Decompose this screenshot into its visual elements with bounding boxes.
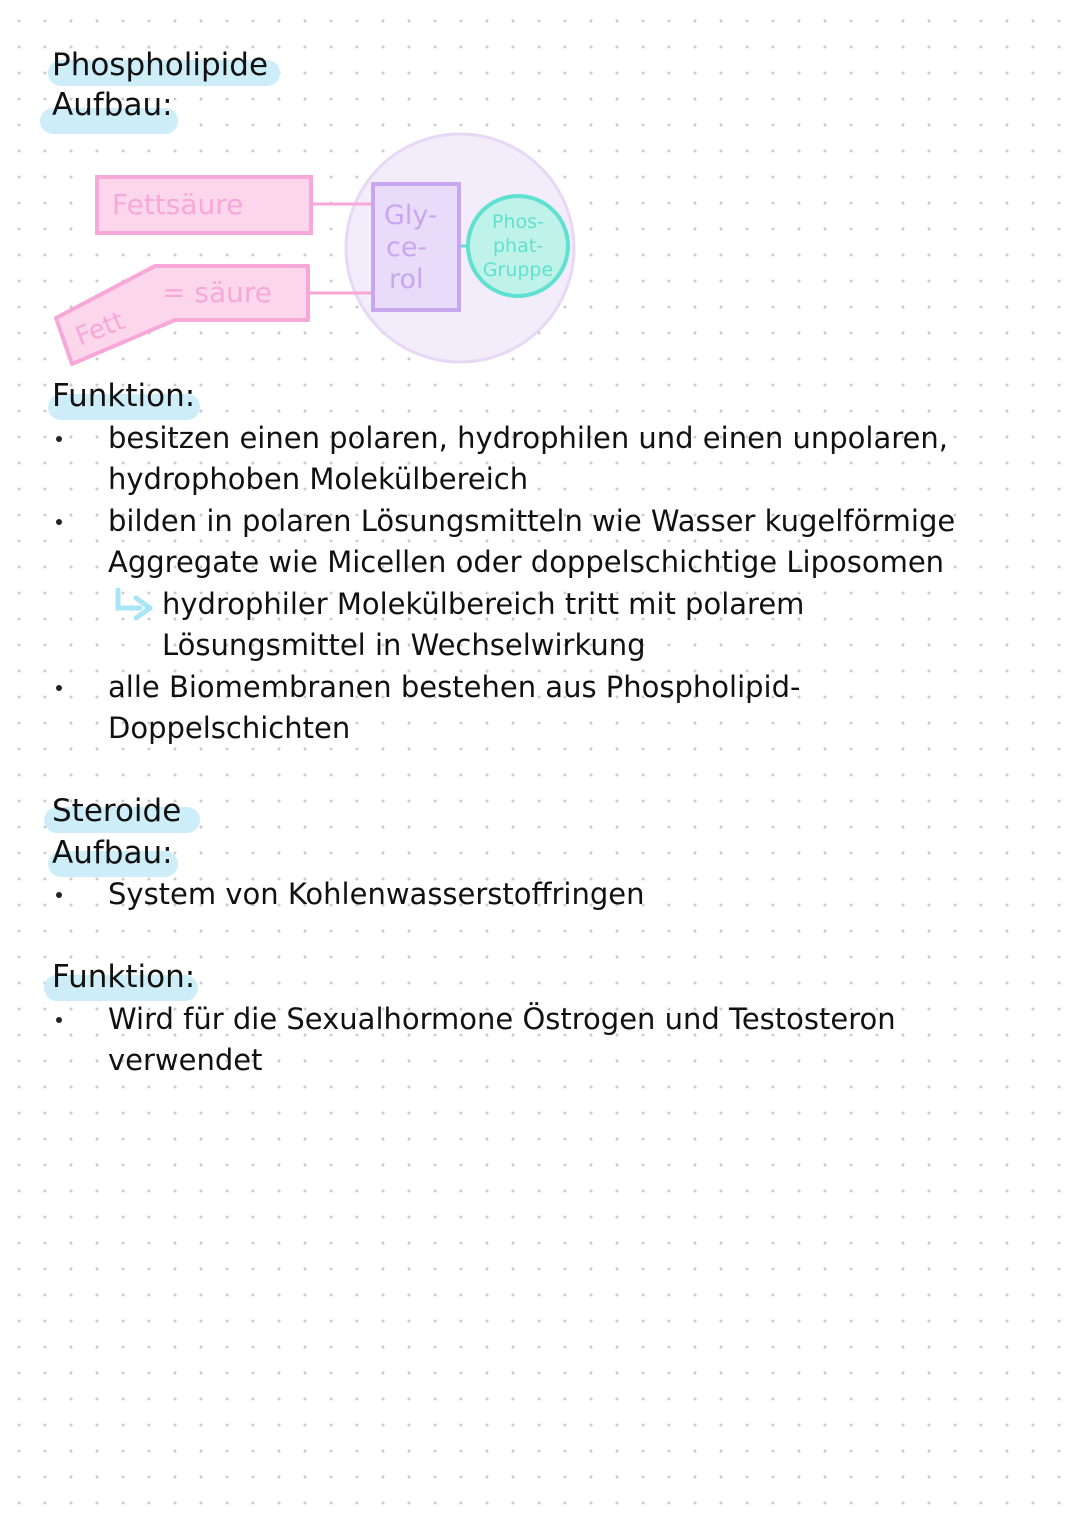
fatty-acid-label-1: Fettsäure — [112, 188, 244, 221]
aufbau-label: Aufbau: — [52, 835, 173, 871]
phosphate-label-line2: phat- — [492, 235, 544, 257]
bullet-dot — [56, 1017, 62, 1023]
list-item-line: Lösungsmittel in Wechselwirkung — [162, 628, 646, 662]
list-item-line: bilden in polaren Lösungsmitteln wie Wasser kugelförmige — [108, 504, 956, 538]
section-title-phospholipide: Phospholipide — [52, 47, 269, 83]
list-item-line: hydrophoben Molekülbereich — [108, 462, 529, 496]
list-item-line: System von Kohlenwasserstoffringen — [108, 877, 645, 911]
list-item-line: besitzen einen polaren, hydrophilen und einen unpolaren, — [108, 421, 948, 455]
glycerol-label-line1: Gly- — [384, 200, 438, 231]
glycerol-label-line2: ce- — [386, 232, 428, 263]
list-item-line: Doppelschichten — [108, 711, 351, 745]
list-item-line: Wird für die Sexualhormone Östrogen und Testosteron — [108, 1002, 896, 1036]
fatty-acid-label-2a: Fett — [71, 305, 129, 353]
phosphate-label-line3: Gruppe — [482, 259, 554, 281]
phospholipid-diagram — [40, 128, 600, 373]
arrow-icon — [112, 588, 156, 624]
list-item-line: Aggregate wie Micellen oder doppelschichtige Liposomen — [108, 545, 945, 579]
list-item-line: verwendet — [108, 1043, 263, 1077]
bullet-dot — [56, 519, 62, 525]
phosphate-label-line1: Phos- — [492, 211, 544, 233]
bullet-dot — [56, 892, 62, 898]
fatty-acid-label-2b: = säure — [162, 276, 272, 309]
aufbau-label: Aufbau: — [52, 87, 173, 123]
list-item-line: hydrophiler Molekülbereich tritt mit polarem — [162, 587, 805, 621]
glycerol-label-line3: rol — [389, 264, 424, 295]
funktion-label: Funktion: — [52, 959, 196, 995]
bullet-dot — [56, 436, 62, 442]
section-title-steroide: Steroide — [52, 793, 182, 829]
bullet-dot — [56, 685, 62, 691]
funktion-label: Funktion: — [52, 378, 196, 414]
list-item-line: alle Biomembranen bestehen aus Phospholipid- — [108, 670, 801, 704]
